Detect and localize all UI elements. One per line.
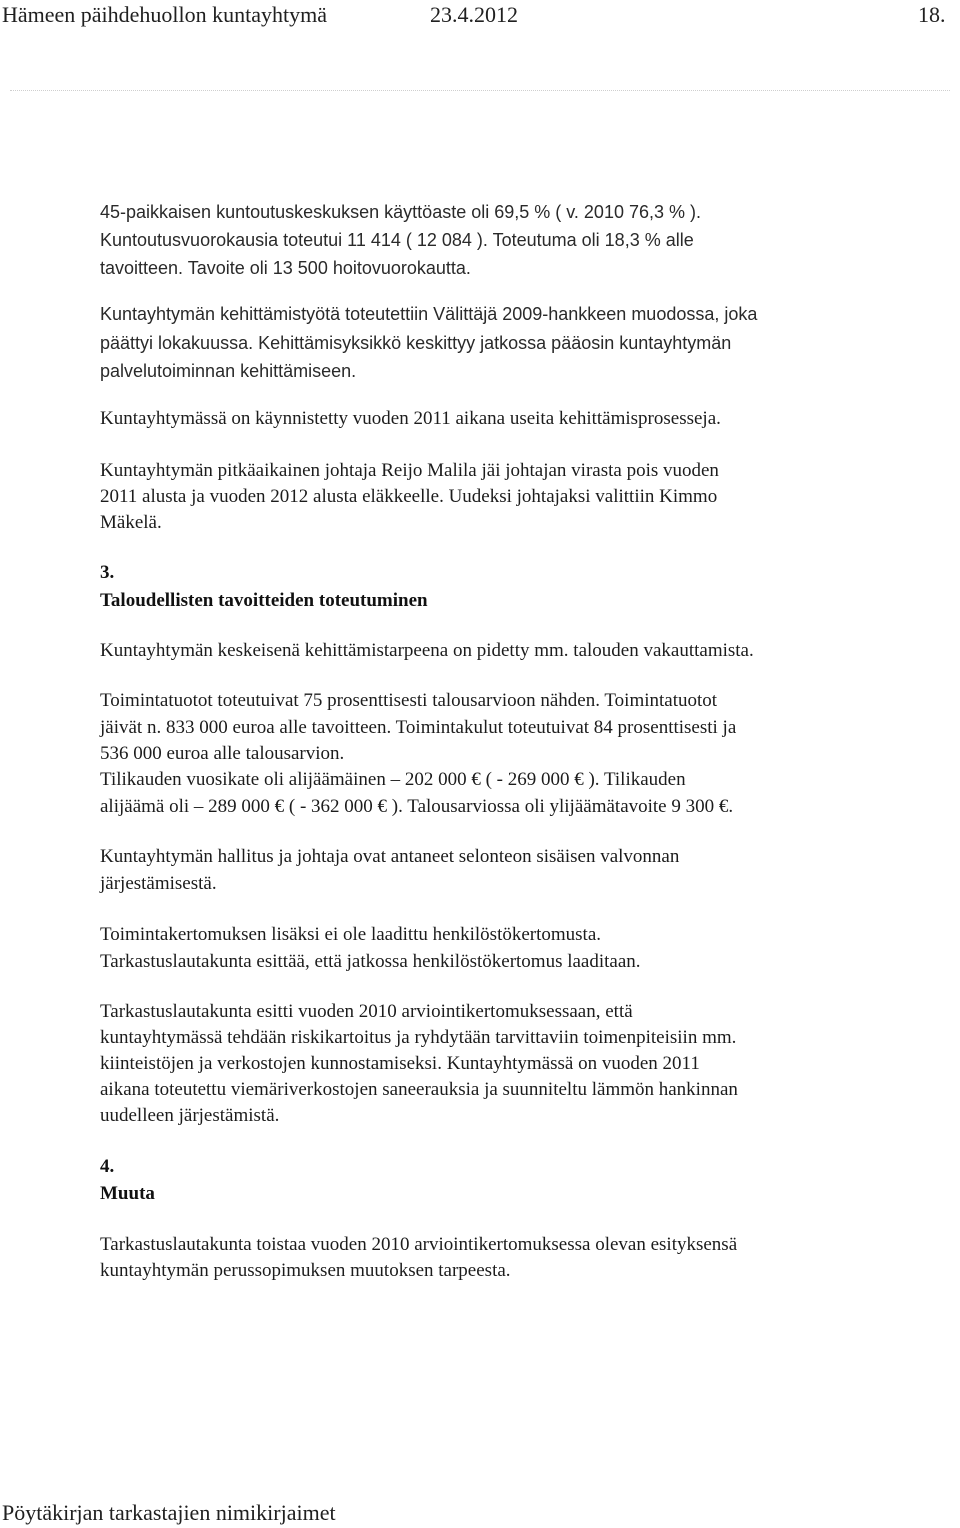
text-line: uudelleen järjestämistä. bbox=[100, 1105, 280, 1126]
text-line: tavoitteen. Tavoite oli 13 500 hoitovuorokautta. bbox=[100, 258, 471, 278]
section-title: Muuta bbox=[100, 1183, 155, 1204]
text-line: järjestämisestä. bbox=[100, 873, 217, 894]
section-title: Taloudellisten tavoitteiden toteutuminen bbox=[100, 590, 428, 611]
text-line: Mäkelä. bbox=[100, 512, 162, 533]
scan-artifact-divider bbox=[10, 90, 950, 91]
text-line: palvelutoiminnan kehittämiseen. bbox=[100, 361, 357, 381]
text-line: kiinteistöjen ja verkostojen kunnostamiseksi. Kuntayhtymässä on vuoden 2011 bbox=[100, 1053, 700, 1074]
text-line: Kuntayhtymän pitkäaikainen johtaja Reijo Malila jäi johtajan virasta pois vuoden bbox=[100, 460, 719, 481]
text-line: Tilikauden vuosikate oli alijäämäinen – 202 000 € ( - 269 000 € ). Tilikauden bbox=[100, 769, 686, 790]
text-line: Kuntayhtymässä on käynnistetty vuoden 2011 aikana useita kehittämisprosesseja. bbox=[100, 408, 721, 429]
text-line: Kuntoutusvuorokausia toteutui 11 414 ( 12 084 ). Toteutuma oli 18,3 % alle bbox=[100, 230, 694, 250]
text-line: Kuntayhtymän kehittämistyötä toteutettiin Välittäjä 2009-hankkeen muodossa, joka bbox=[100, 304, 758, 324]
text-line: kuntayhtymän perussopimuksen muutoksen tarpeesta. bbox=[100, 1260, 511, 1281]
header-organization: Hämeen päihdehuollon kuntayhtymä bbox=[2, 2, 328, 27]
text-line: Toimintakertomuksen lisäksi ei ole laadittu henkilöstökertomusta. bbox=[100, 924, 602, 945]
text-line: jäivät n. 833 000 euroa alle tavoitteen. Toimintakulut toteutuivat 84 prosenttisesti ja bbox=[100, 717, 737, 738]
text-line: aikana toteutettu viemäriverkostojen saneerauksia ja suunniteltu lämmön hankinnan bbox=[100, 1079, 738, 1100]
header-date: 23.4.2012 bbox=[430, 2, 518, 27]
text-line: 2011 alusta ja vuoden 2012 alusta eläkkeelle. Uudeksi johtajaksi valittiin Kimmo bbox=[100, 486, 718, 507]
header-page-number: 18. bbox=[918, 2, 946, 27]
text-line: Toimintatuotot toteutuivat 75 prosenttisesti talousarvioon nähden. Toimintatuotot bbox=[100, 690, 718, 711]
text-line: alijäämä oli – 289 000 € ( - 362 000 € ). Talousarviossa oli ylijäämätavoite 9 300 €. bbox=[100, 796, 734, 817]
text-line: Kuntayhtymän keskeisenä kehittämistarpeena on pidetty mm. talouden vakauttamista. bbox=[100, 640, 754, 661]
text-line: 45-paikkaisen kuntoutuskeskuksen käyttöaste oli 69,5 % ( v. 2010 76,3 % ). bbox=[100, 202, 702, 222]
text-line: Tarkastuslautakunta esitti vuoden 2010 arviointikertomuksessaan, että bbox=[100, 1001, 633, 1022]
page-header bbox=[0, 0, 960, 32]
text-line: Tarkastuslautakunta esittää, että jatkossa henkilöstökertomus laaditaan. bbox=[100, 951, 641, 972]
footer-initials-label: Pöytäkirjan tarkastajien nimikirjaimet bbox=[2, 1500, 336, 1525]
text-line: Kuntayhtymän hallitus ja johtaja ovat antaneet selonteon sisäisen valvonnan bbox=[100, 846, 680, 867]
text-line: Tarkastuslautakunta toistaa vuoden 2010 arviointikertomuksessa olevan esityksensä bbox=[100, 1234, 738, 1255]
text-line: päättyi lokakuussa. Kehittämisyksikkö keskittyy jatkossa pääosin kuntayhtymän bbox=[100, 333, 732, 353]
text-line: 536 000 euroa alle talousarvion. bbox=[100, 743, 345, 764]
text-line: kuntayhtymässä tehdään riskikartoitus ja ryhdytään tarvittaviin toimenpiteisiin mm. bbox=[100, 1027, 737, 1048]
section-number: 4. bbox=[100, 1156, 115, 1177]
section-number: 3. bbox=[100, 562, 115, 583]
